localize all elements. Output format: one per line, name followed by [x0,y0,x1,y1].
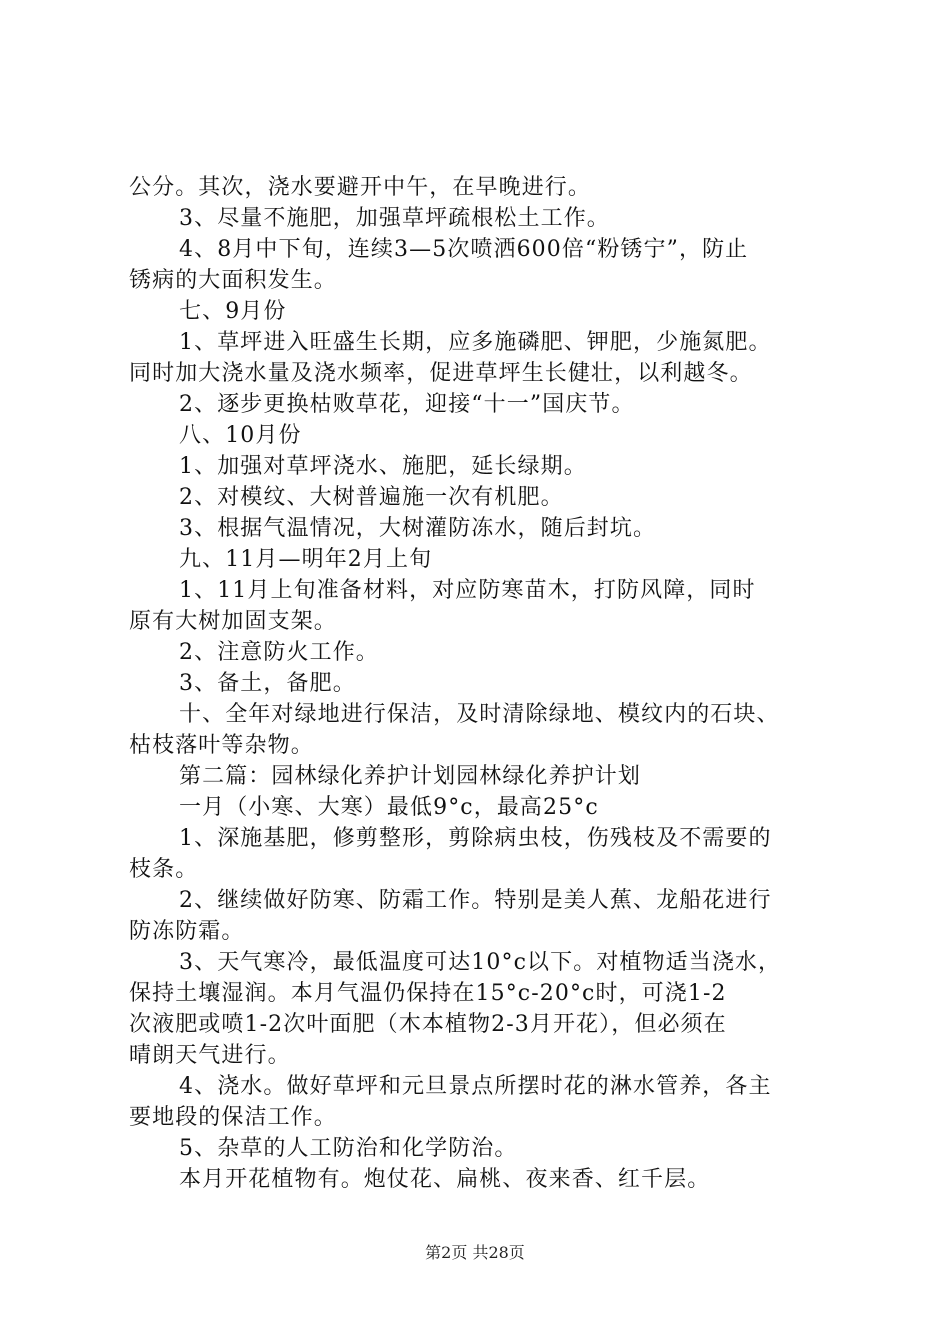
paragraph: 1、深施基肥，修剪整形，剪除病虫枝，伤残枝及不需要的 枝条。 [129,826,772,882]
paragraph: 七、9月份 [179,299,287,324]
paragraph: 第二篇：园林绿化养护计划园林绿化养护计划 [179,764,642,789]
paragraph: 4、浇水。做好草坪和元旦景点所摆时花的淋水管养，各主 要地段的保洁工作。 [129,1074,772,1130]
paragraph: 3、天气寒冷，最低温度可达10°c以下。对植物适当浇水， 保持土壤湿润。本月气温仍保持在15°c-20°c时，可浇1-2 次液肥或喷1-2次叶面肥（木本植物2-3月开花），但必须在 晴朗天气进行。 [129,950,782,1068]
paragraph: 3、根据气温情况，大树灌防冻水，随后封坑。 [179,516,657,541]
paragraph: 本月开花植物有。炮仗花、扁桃、夜来香、红千层。 [179,1167,711,1192]
paragraph: 一月（小寒、大寒）最低9°c，最高25°c [179,795,599,820]
paragraph: 5、杂草的人工防治和化学防治。 [179,1136,518,1161]
paragraph: 3、尽量不施肥，加强草坪疏根松土工作。 [179,206,610,231]
paragraph: 2、继续做好防寒、防霜工作。特别是美人蕉、龙船花进行 防冻防霜。 [129,888,772,944]
paragraph: 2、注意防火工作。 [179,640,379,665]
paragraph: 九、11月—明年2月上旬 [179,547,433,572]
paragraph: 2、对模纹、大树普遍施一次有机肥。 [179,485,564,510]
document-body [129,172,829,1195]
paragraph: 1、加强对草坪浇水、施肥，延长绿期。 [179,454,587,479]
paragraph: 公分。其次，浇水要避开中午，在早晚进行。 [129,175,592,200]
paragraph: 1、11月上旬准备材料，对应防寒苗木，打防风障，同时 原有大树加固支架。 [129,578,756,634]
paragraph: 3、备土，备肥。 [179,671,356,696]
paragraph: 2、逐步更换枯败草花，迎接“十一”国庆节。 [179,392,635,417]
paragraph: 4、8月中下旬，连续3—5次喷洒600倍“粉锈宁”，防止 锈病的大面积发生。 [129,237,749,293]
paragraph: 1、草坪进入旺盛生长期，应多施磷肥、钾肥，少施氮肥。 同时加大浇水量及浇水频率，促进草坪生长健壮，以利越冬。 [129,330,772,386]
paragraph: 十、全年对绿地进行保洁，及时清除绿地、模纹内的石块、 枯枝落叶等杂物。 [129,702,780,758]
page-footer: 第2页 共28页 [425,1243,525,1262]
paragraph: 八、10月份 [179,423,302,448]
